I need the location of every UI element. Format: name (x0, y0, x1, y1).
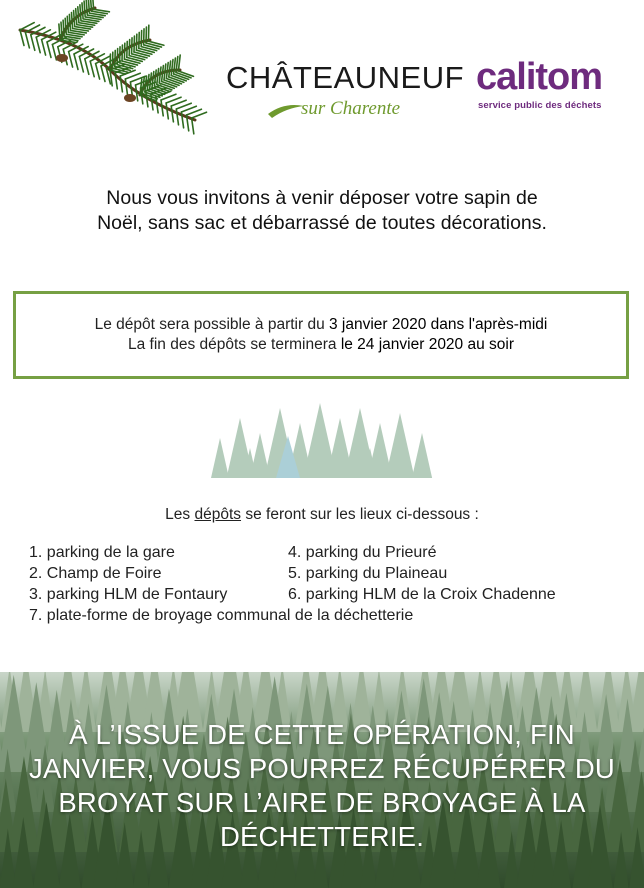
location-item: 7. plate-forme de broyage communal de la déchetterie (29, 607, 414, 624)
location-item: 2. Champ de Foire (29, 565, 162, 582)
banner-message (0, 718, 644, 854)
notice-line-end-prefix: La fin des dépôts se terminera (127, 336, 341, 353)
location-item: 6. parking HLM de la Croix Chadenne (288, 586, 556, 603)
locations-intro (0, 506, 644, 524)
forest-illustration (200, 378, 446, 484)
chateauneuf-logo (226, 60, 465, 130)
pine-branch-icon (0, 0, 210, 140)
location-item: 3. parking HLM de Fontaury (29, 586, 228, 603)
locations-intro-suffix: se feront sur les lieux ci-dessous : (241, 506, 479, 523)
location-item: 4. parking du Prieuré (288, 544, 437, 561)
calitom-logo-name: calitom (476, 56, 603, 98)
calitom-logo-tagline: service public des déchets (478, 100, 602, 111)
notice-line-start-prefix: Le dépôt sera possible à partir du (94, 316, 329, 333)
calitom-logo (476, 56, 626, 122)
locations-intro-underlined: dépôts (194, 506, 242, 523)
notice-start-date: 3 janvier 2020 dans l'après-midi (329, 316, 548, 333)
notice-line-end (16, 336, 626, 354)
notice-line-start (16, 316, 626, 334)
banner-line-1: À L’ISSUE DE CETTE OPÉRATION, FIN (69, 719, 575, 750)
location-item: 5. parking du Plaineau (288, 565, 448, 582)
locations-intro-prefix: Les (165, 506, 195, 523)
intro-line-2: Noël, sans sac et débarrassé de toutes décorations. (97, 212, 547, 234)
chateauneuf-logo-name: CHÂTEAUNEUF (226, 60, 465, 95)
banner-line-3: BROYAT SUR L’AIRE DE BROYAGE À LA (58, 787, 586, 818)
banner-line-2: JANVIER, VOUS POURREZ RÉCUPÉRER DU (29, 753, 615, 784)
banner-line-4: DÉCHETTERIE. (219, 821, 425, 852)
swoosh-icon (266, 100, 306, 122)
intro-text (0, 186, 644, 236)
chateauneuf-logo-sub: sur Charente (301, 98, 401, 119)
intro-line-1: Nous vous invitons à venir déposer votre sapin de (106, 187, 538, 209)
location-item: 1. parking de la gare (29, 544, 175, 561)
dates-notice-box (13, 291, 629, 379)
notice-end-date: le 24 janvier 2020 au soir (340, 336, 515, 353)
